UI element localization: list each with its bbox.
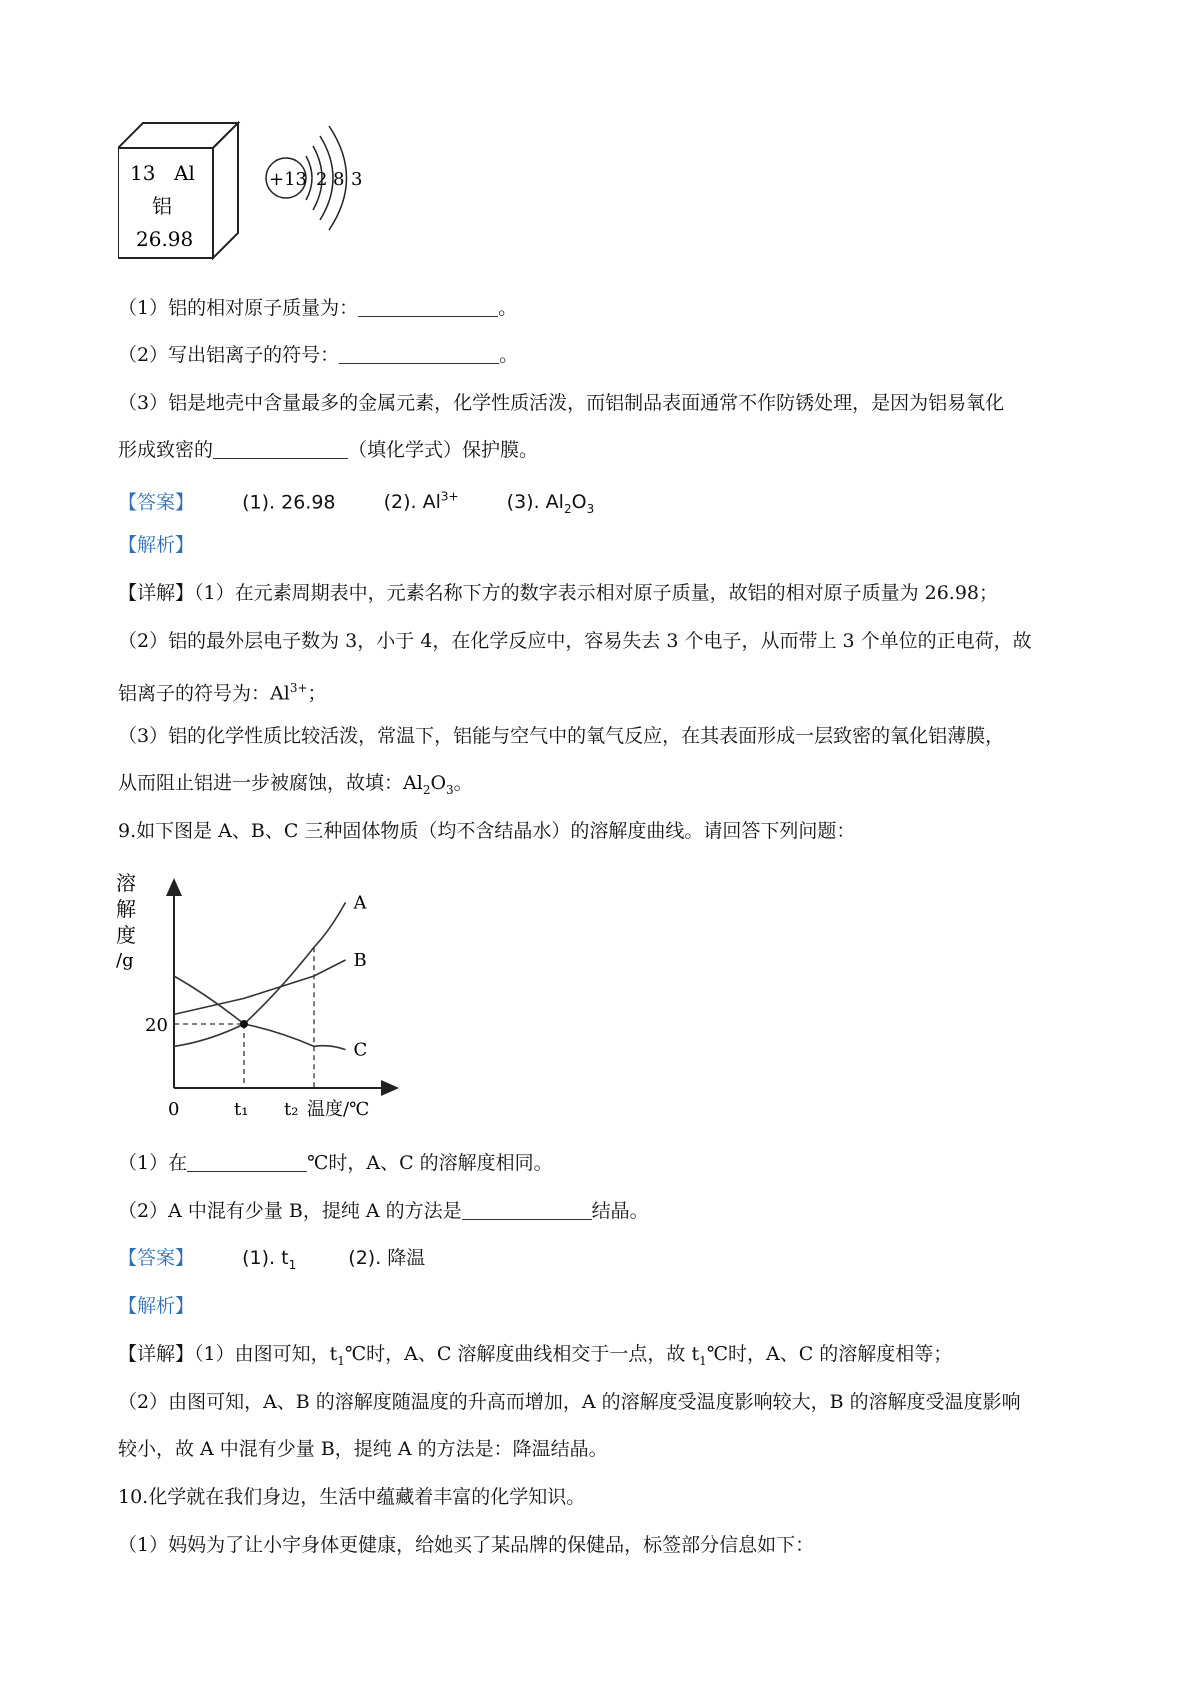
- blank-field[interactable]: [462, 1199, 592, 1220]
- q9-answer: [118, 1245, 425, 1278]
- ylabel-char-2: 解: [116, 897, 136, 921]
- solubility-chart: [112, 868, 422, 1123]
- x-tick-t2: t₂: [284, 1099, 299, 1120]
- q9-detail-2-line1: （2）由图可知，A、B 的溶解度随温度的升高而增加，A 的溶解度受温度影响较大，B 的溶解度受温度影响: [118, 1391, 1021, 1413]
- q8-s3-line1: （3）铝是地壳中含量最多的金属元素，化学性质活泼，而铝制品表面通常不作防锈处理，是因为铝易氧化: [118, 392, 1005, 414]
- q8-detail-2-line1: （2）铝的最外层电子数为 3，小于 4，在化学反应中，容易失去 3 个电子，从而带上 3 个单位的正电荷，故: [118, 630, 1032, 652]
- answer-label: 【答案】: [118, 1247, 195, 1269]
- q8-detail-3-line1: （3）铝的化学性质比较活泼，常温下，铝能与空气中的氧气反应，在其表面形成一层致密的氧化铝薄膜，: [118, 725, 1005, 747]
- blank-field[interactable]: [339, 343, 499, 364]
- ylabel-char-4: /g: [116, 950, 134, 971]
- blank-field[interactable]: [187, 1151, 307, 1172]
- series-label-A: A: [353, 892, 367, 914]
- answer-3: (3). $Al_2O_3$: [506, 491, 595, 517]
- q9-s1: （1）在 ℃时，A、C 的溶解度相同。: [118, 1152, 553, 1174]
- answer-2: (2). $Al^{3+}$: [383, 490, 459, 514]
- blank-field[interactable]: [213, 438, 348, 459]
- intersection-point: [240, 1020, 248, 1028]
- shell-2: 8: [333, 169, 345, 190]
- ylabel-char-3: 度: [116, 923, 136, 947]
- element-number: 13: [130, 161, 156, 185]
- curve-B: [174, 960, 346, 1014]
- q9-detail-1: 【详解】（1）由图可知，$t_1℃$时，A、C 溶解度曲线相交于一点，故 $t_1℃$时，A、C 的溶解度相等；: [118, 1343, 953, 1368]
- q8-answer: [118, 484, 594, 522]
- q8-s2: （2）写出铝离子的符号： 。: [118, 344, 519, 366]
- curve-C: [174, 976, 346, 1050]
- answer-label: 【答案】: [118, 491, 195, 514]
- q9-s2: （2）A 中混有少量 B，提纯 A 的方法是 结晶。: [118, 1200, 649, 1222]
- answer-1: (1). 26.98: [242, 491, 336, 514]
- q8-s1: （1）铝的相对原子质量为： 。: [118, 297, 518, 319]
- answer-1: (1). $t_1$: [242, 1247, 297, 1272]
- q8-detail-1: 【详解】（1）在元素周期表中，元素名称下方的数字表示相对原子质量，故铝的相对原子质量为 26.98；: [118, 582, 999, 604]
- analysis-label: 【解析】: [118, 534, 195, 556]
- series-label-B: B: [353, 950, 367, 971]
- blank-field[interactable]: [358, 296, 498, 317]
- q8-detail-3-line2: 从而阻止铝进一步被腐蚀，故填：$Al_2O_3$。: [118, 772, 473, 797]
- element-name: 铝: [152, 194, 172, 218]
- ylabel-char-1: 溶: [116, 871, 136, 895]
- analysis-label: 【解析】: [118, 1295, 195, 1317]
- shell-1: 2: [316, 169, 328, 190]
- q10-s1: （1）妈妈为了让小宇身体更健康，给她买了某品牌的保健品，标签部分信息如下：: [118, 1534, 815, 1556]
- x-tick-0: 0: [168, 1099, 180, 1120]
- curve-A: [174, 902, 346, 1046]
- nucleus-charge: +13: [269, 169, 307, 190]
- aluminum-element-figure: [118, 118, 378, 268]
- xlabel: 温度/℃: [307, 1099, 370, 1120]
- shell-3: 3: [351, 169, 363, 190]
- q8-s3-line2: 形成致密的 （填化学式）保护膜。: [118, 439, 539, 461]
- q8-detail-2-line2: 铝离子的符号为：$Al^{3+}$；: [118, 681, 327, 705]
- q9-title: 9.如下图是 A、B、C 三种固体物质（均不含结晶水）的溶解度曲线。请回答下列问题：: [118, 820, 856, 842]
- y-tick-20: 20: [145, 1015, 168, 1036]
- element-mass: 26.98: [136, 227, 194, 251]
- q10-title: 10.化学就在我们身边，生活中蕴藏着丰富的化学知识。: [118, 1486, 586, 1508]
- element-symbol: Al: [174, 161, 195, 185]
- x-tick-t1: t₁: [234, 1099, 249, 1120]
- answer-2: (2). 降温: [348, 1247, 426, 1269]
- q9-detail-2-line2: 较小，故 A 中混有少量 B，提纯 A 的方法是：降温结晶。: [118, 1438, 608, 1460]
- series-label-C: C: [353, 1039, 368, 1061]
